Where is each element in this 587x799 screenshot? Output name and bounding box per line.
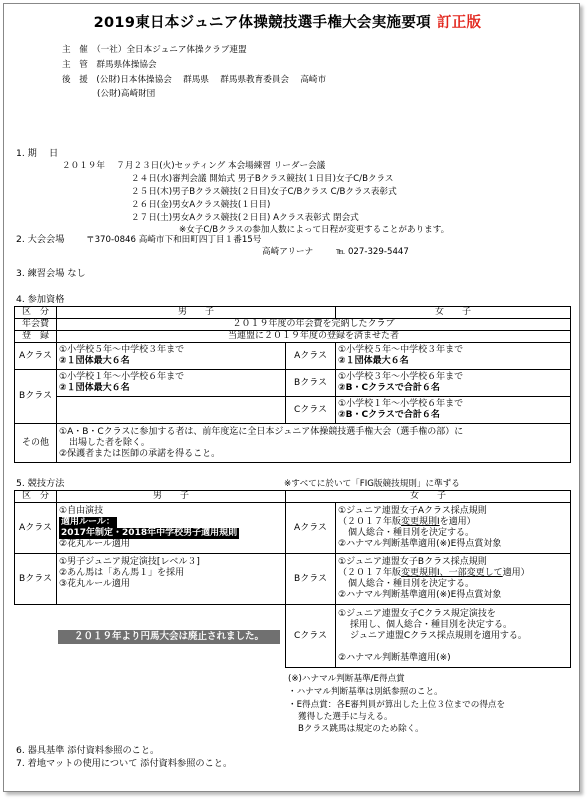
org-host: 主 催 （一社）全日本ジュニア体操クラブ連盟 [62, 45, 247, 55]
note-line: Bクラス跳馬は規定のため除く。 [298, 724, 424, 734]
page-title [0, 11, 575, 32]
s1-line: ２６日(金)男女Aクラス競技(１日目) [131, 200, 271, 210]
s1-line: ２５日(木)男子Bクラス競技(２日目)女子C/Bクラス C/Bクラス表彰式 [131, 187, 397, 197]
col-header: 女 子 [286, 491, 571, 503]
table-cell: ①A・B・Cクラスに参加する者は、前年度迄に全日本ジュニア体操競技選手権大会（選手権の部）に 出場した者を除く。 ②保護者または医師の承諾を得ること。 [57, 424, 571, 463]
org-manager: 主 管 群馬県体操協会 [62, 60, 157, 70]
s2-address: 〒370-0846 高崎市下和田町四丁目１番15号 [86, 235, 262, 245]
row-label: Bクラス [15, 554, 57, 605]
s1-line: ２４日(水)審判会議 開始式 男子Bクラス競技(１日目)女子C/Bクラス [131, 174, 394, 184]
row-label: Aクラス [286, 503, 336, 554]
row-label: Bクラス [15, 370, 57, 424]
table-cell: ①ジュニア連盟女子Bクラス採点規則 （２０１７年版変更規則Ⅰ、一部変更して適用） 個人総合・種目別を決定する。 ②ハナマル判断基準適用(※)E得点賞対象 [336, 554, 571, 605]
table-cell: ①ジュニア連盟女子Aクラス採点規則 （２０１７年版変更規則Ⅰを適用） 個人総合・種目別を決定する。 ②ハナマル判断基準適用(※)E得点賞対象 [336, 503, 571, 554]
table-cell: ①小学校１年～小学校６年まで ②B・Cクラスで合計６名 [336, 397, 571, 424]
col-header: 男 子 [57, 307, 336, 319]
s2-heading: 2. 大会会場 [16, 234, 65, 245]
s4-heading: 4. 参加資格 [16, 294, 65, 305]
abolished-notice-banner: ２０１９年より円馬大会は廃止されました。 [58, 630, 280, 644]
col-header: 男 子 [57, 491, 286, 503]
s7-text: 7. 着地マットの使用について 添付資料参照のこと。 [16, 758, 233, 769]
s1-line: ２０１９年 ７月２３日(火)セッティング 本会場練習 リーダー会議 [62, 161, 326, 171]
s5-heading: 5. 競技方法 [16, 478, 65, 489]
org-support: 後 援 (公財)日本体操協会 群馬県 群馬県教育委員会 高崎市 [62, 75, 327, 85]
note-line: 獲得した選手に与える。 [298, 712, 393, 722]
title-main: 2019東日本ジュニア体操競技選手権大会実施要項 [93, 15, 431, 31]
table-cell: ①自由演技 適用ルール： 2017年制定・2018年中学校男子適用規則 ②花丸ルール適用 [57, 503, 286, 554]
col-header: 区 分 [15, 491, 57, 503]
table-cell: ①男子ジュニア規定演技[レベル３] ②あん馬は「あん馬１」を採用 ③花丸ルール適用 [57, 554, 286, 605]
row-label: 年会費 [15, 319, 57, 331]
row-label: 登 録 [15, 331, 57, 343]
table-cell: ①小学校１年～小学校６年まで ②１団体最大６名 [57, 370, 286, 397]
row-label: その他 [15, 424, 57, 463]
row-label: Aクラス [286, 343, 336, 370]
table-cell: ①小学校３年～小学校６年まで ②B・Cクラスで合計６名 [336, 370, 571, 397]
s1-line: ２７日(土)男女Aクラス競技(２日目) Aクラス表彰式 閉会式 [131, 213, 359, 223]
s2-tel: ℡ 027-329-5447 [336, 247, 409, 257]
note-line: ・E得点賞：各E審判員が算出した上位３位までの得点を [288, 700, 506, 710]
table-cell: 当連盟に２０１９年度の登録を済ませた者 [57, 331, 571, 343]
table-cell: ①小学校５年～中学校３年まで ②１団体最大６名 [336, 343, 571, 370]
row-label: Bクラス [286, 370, 336, 397]
row-label: Bクラス [286, 554, 336, 605]
table-cell: ２０１９年度の年会費を完納したクラブ [57, 319, 571, 331]
s6-text: 6. 器具基準 添付資料参照のこと。 [16, 745, 160, 756]
row-label: Cクラス [286, 605, 336, 668]
s1-heading: 1. 期 日 [16, 148, 59, 159]
eligibility-table [14, 306, 571, 463]
s2-venue: 高崎アリーナ [262, 247, 314, 257]
org-support-2: (公財)高崎財団 [97, 89, 156, 99]
table-cell: ①ジュニア連盟女子Cクラス規定演技を 採用し、個人総合・種目別を決定する。 ジュニア連盟Cクラス採点規則を適用する。 ②ハナマル判断基準適用(※) [336, 605, 571, 668]
s1-note: ※女子C/Bクラスの参加人数によって日程が変更することがあります。 [179, 225, 450, 235]
s5-note: ※すべてに於いて「FIG版競技規則」に準ずる [284, 479, 460, 489]
note-line: ・ハナマル判断基準は別紙参照のこと。 [288, 687, 443, 697]
col-header: 区 分 [15, 307, 57, 319]
row-label: Aクラス [15, 503, 57, 554]
table-cell [57, 397, 286, 424]
revised-badge: 訂正版 [436, 15, 482, 31]
row-label: Cクラス [286, 397, 336, 424]
empty-cell [15, 605, 57, 668]
note-line: (※)ハナマル判断基準/E得点賞 [288, 674, 405, 684]
table-cell: ①小学校５年～中学校３年まで ②１団体最大６名 [57, 343, 286, 370]
row-label: Aクラス [15, 343, 57, 370]
col-header: 女 子 [336, 307, 571, 319]
s3-text: 3. 練習会場 なし [16, 268, 86, 279]
